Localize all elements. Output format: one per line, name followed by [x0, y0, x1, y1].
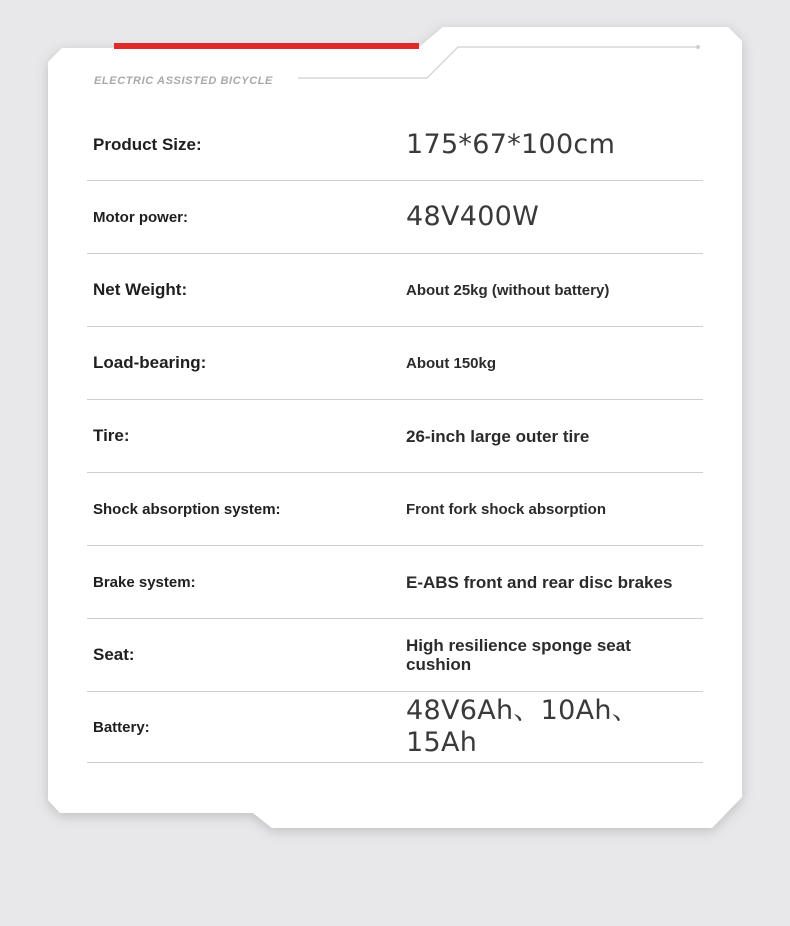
spec-value: 48V6Ah、10Ah、15Ah — [406, 695, 640, 758]
spec-value: About 150kg — [406, 354, 497, 372]
spec-label: Brake system: — [93, 573, 196, 591]
spec-value: 175*67*100cm — [406, 129, 616, 160]
spec-row-net-weight — [87, 254, 703, 327]
spec-label: Load-bearing: — [93, 353, 207, 372]
spec-value: 48V400W — [406, 201, 540, 232]
spec-label: Seat: — [93, 645, 135, 664]
spec-row-brake-system — [87, 546, 703, 619]
red-accent-bar — [114, 43, 419, 49]
spec-row-seat — [87, 619, 703, 692]
subtitle: ELECTRIC ASSISTED BICYCLE — [94, 75, 273, 87]
spec-label: Motor power: — [93, 208, 188, 226]
header-line-dot — [696, 45, 700, 49]
spec-row-load-bearing — [87, 327, 703, 400]
spec-row-tire — [87, 400, 703, 473]
spec-row-battery — [87, 692, 703, 763]
spec-value: Front fork shock absorption — [406, 500, 607, 518]
spec-row-product-size — [87, 110, 703, 181]
spec-label: Tire: — [93, 426, 130, 445]
spec-label: Product Size: — [93, 135, 202, 154]
spec-value: 26-inch large outer tire — [406, 426, 590, 446]
spec-label: Shock absorption system: — [93, 500, 281, 518]
spec-label: Net Weight: — [93, 280, 188, 299]
spec-table — [87, 110, 703, 763]
spec-value: E-ABS front and rear disc brakes — [406, 572, 673, 592]
spec-row-shock-absorption — [87, 473, 703, 546]
spec-value: High resilience sponge seat cushion — [406, 636, 631, 674]
spec-row-motor-power — [87, 181, 703, 254]
spec-value: About 25kg (without battery) — [406, 281, 610, 299]
spec-label: Battery: — [93, 718, 150, 736]
